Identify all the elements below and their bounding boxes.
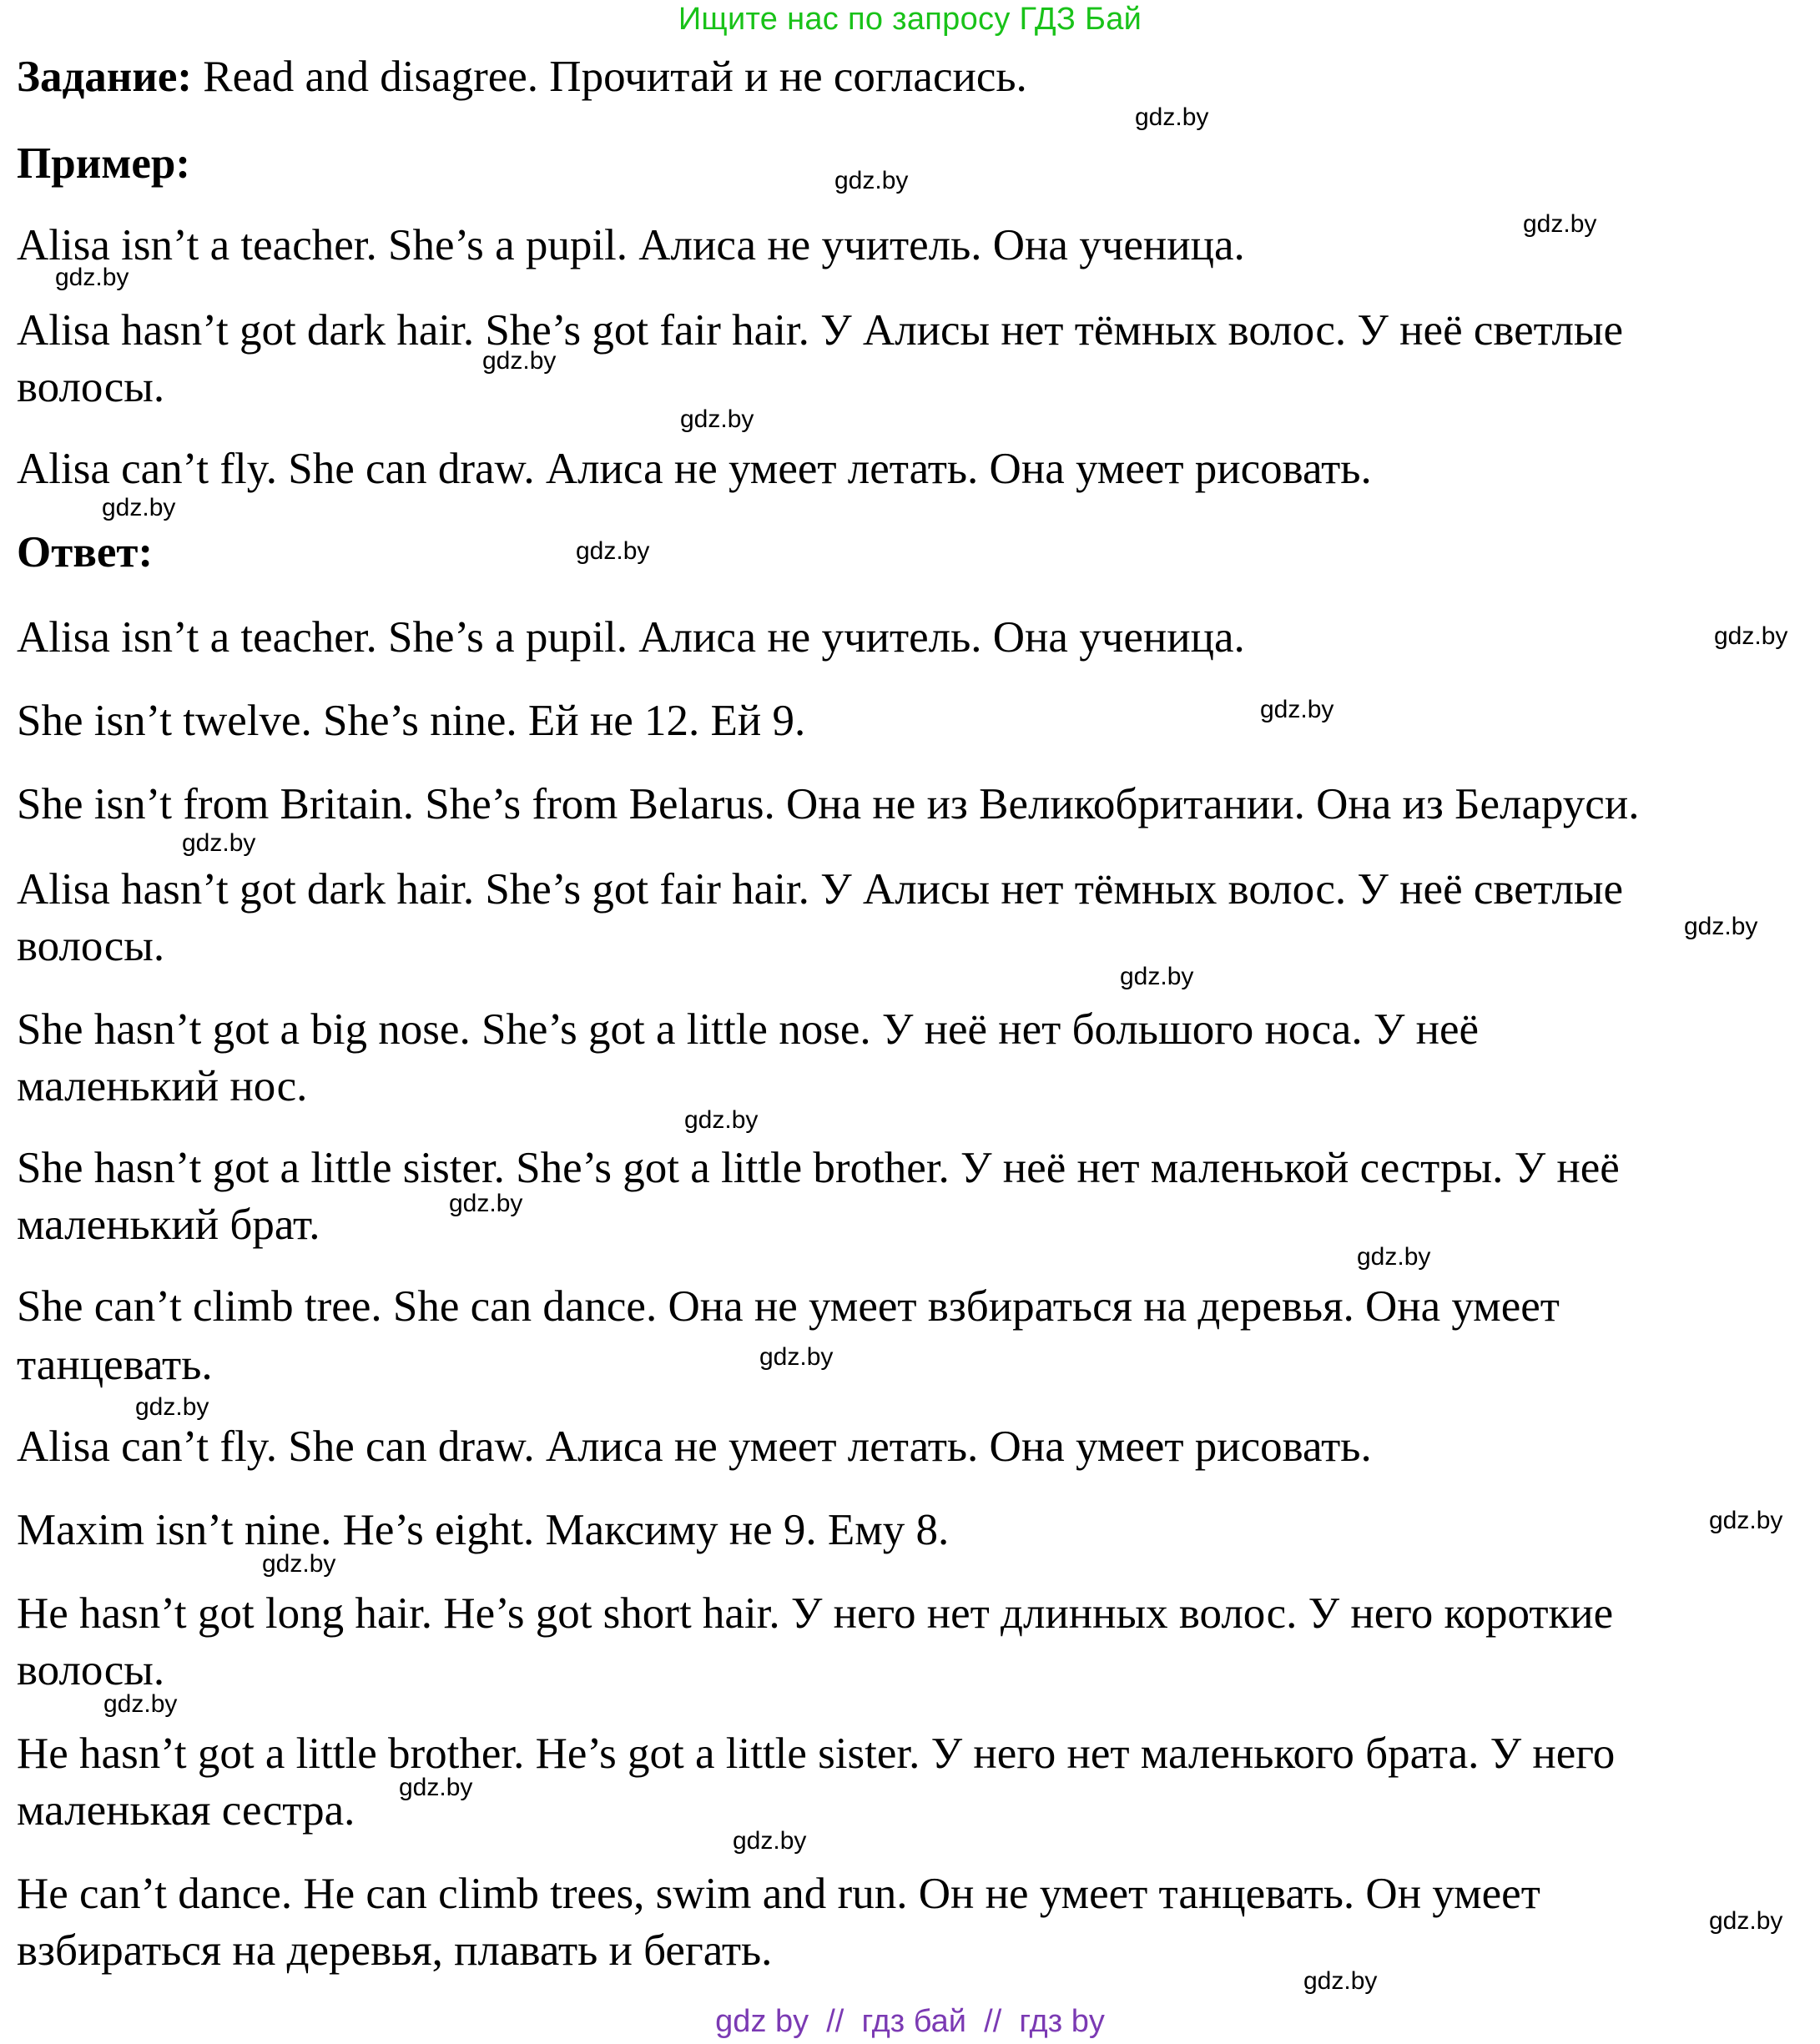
answer-line: маленькая сестра. bbox=[17, 1786, 355, 1835]
watermark: gdz.by bbox=[759, 1343, 834, 1371]
answer-line: He hasn’t got long hair. He’s got short hair. У него нет длинных волос. У него короткие bbox=[17, 1589, 1614, 1638]
example-line: волосы. bbox=[17, 363, 165, 411]
answer-line: взбираться на деревья, плавать и бегать. bbox=[17, 1926, 773, 1975]
watermark: gdz.by bbox=[399, 1774, 473, 1801]
search-banner: Ищите нас по запросу ГДЗ Бай bbox=[678, 2, 1142, 37]
answer-line: Alisa hasn’t got dark hair. She’s got fair hair. У Алисы нет тёмных волос. У неё светлые bbox=[17, 865, 1624, 914]
answer-line: He hasn’t got a little brother. He’s got a little sister. У него нет маленького брата. У него bbox=[17, 1729, 1616, 1778]
watermark: gdz.by bbox=[102, 494, 176, 521]
watermark: gdz.by bbox=[1684, 913, 1758, 940]
answer-line: Maxim isn’t nine. He’s eight. Максиму не 9. Ему 8. bbox=[17, 1506, 950, 1554]
example-line: Alisa hasn’t got dark hair. She’s got fair hair. У Алисы нет тёмных волос. У неё светлые bbox=[17, 306, 1624, 355]
watermark: gdz.by bbox=[680, 405, 754, 433]
answer-line: Alisa can’t fly. She can draw. Алиса не умеет летать. Она умеет рисовать. bbox=[17, 1422, 1372, 1471]
watermark: gdz.by bbox=[1135, 103, 1209, 131]
watermark: gdz.by bbox=[684, 1106, 759, 1134]
answer-line: She isn’t from Britain. She’s from Belarus. Она не из Великобритании. Она из Беларуси. bbox=[17, 780, 1640, 828]
watermark: gdz.by bbox=[135, 1393, 209, 1421]
watermark: gdz.by bbox=[1714, 622, 1788, 650]
task-text: Read and disagree. Прочитай и не согласись. bbox=[192, 53, 1027, 101]
watermark: gdz.by bbox=[1357, 1243, 1431, 1271]
watermark: gdz.by bbox=[576, 537, 650, 565]
watermark: gdz.by bbox=[1709, 1907, 1783, 1935]
task-label: Задание: bbox=[17, 53, 193, 101]
watermark: gdz.by bbox=[449, 1190, 523, 1217]
answer-line: Alisa isn’t a teacher. She’s a pupil. Алиса не учитель. Она ученица. bbox=[17, 613, 1245, 662]
watermark: gdz.by bbox=[182, 829, 256, 857]
watermark: gdz.by bbox=[834, 167, 909, 194]
example-heading: Пример: bbox=[17, 139, 190, 188]
watermark: gdz.by bbox=[1709, 1507, 1783, 1534]
answer-line: волосы. bbox=[17, 922, 165, 970]
watermark: gdz.by bbox=[55, 264, 129, 291]
watermark: gdz.by bbox=[1260, 696, 1334, 723]
watermark: gdz.by bbox=[1303, 1967, 1378, 1995]
answer-line: She hasn’t got a little sister. She’s got a little brother. У неё нет маленькой сестры. У неё bbox=[17, 1144, 1620, 1192]
watermark: gdz.by bbox=[733, 1827, 807, 1855]
answer-line: танцевать. bbox=[17, 1341, 213, 1389]
answer-line: She can’t climb tree. She can dance. Она не умеет взбираться на деревья. Она умеет bbox=[17, 1282, 1560, 1331]
watermark: gdz.by bbox=[482, 347, 557, 375]
watermark: gdz.by bbox=[103, 1690, 178, 1718]
answer-line: He can’t dance. He can climb trees, swim and run. Он не умеет танцевать. Он умеет bbox=[17, 1870, 1540, 1918]
watermark: gdz.by bbox=[1120, 963, 1194, 990]
answer-heading: Ответ: bbox=[17, 528, 154, 576]
task-line bbox=[17, 55, 1027, 99]
answer-line: волосы. bbox=[17, 1646, 165, 1694]
example-line: Alisa isn’t a teacher. She’s a pupil. Алиса не учитель. Она ученица. bbox=[17, 221, 1245, 269]
answer-line: маленький брат. bbox=[17, 1201, 320, 1249]
answer-line: маленький нос. bbox=[17, 1062, 308, 1110]
watermark: gdz.by bbox=[1523, 210, 1597, 238]
watermark: gdz.by bbox=[262, 1550, 336, 1578]
answer-line: She hasn’t got a big nose. She’s got a little nose. У неё нет большого носа. У неё bbox=[17, 1005, 1480, 1054]
answer-line: She isn’t twelve. She’s nine. Ей не 12. Ей 9. bbox=[17, 697, 806, 745]
example-line: Alisa can’t fly. She can draw. Алиса не умеет летать. Она умеет рисовать. bbox=[17, 445, 1372, 493]
footer-links: gdz by // гдз бай // гдз by bbox=[715, 2004, 1105, 2039]
